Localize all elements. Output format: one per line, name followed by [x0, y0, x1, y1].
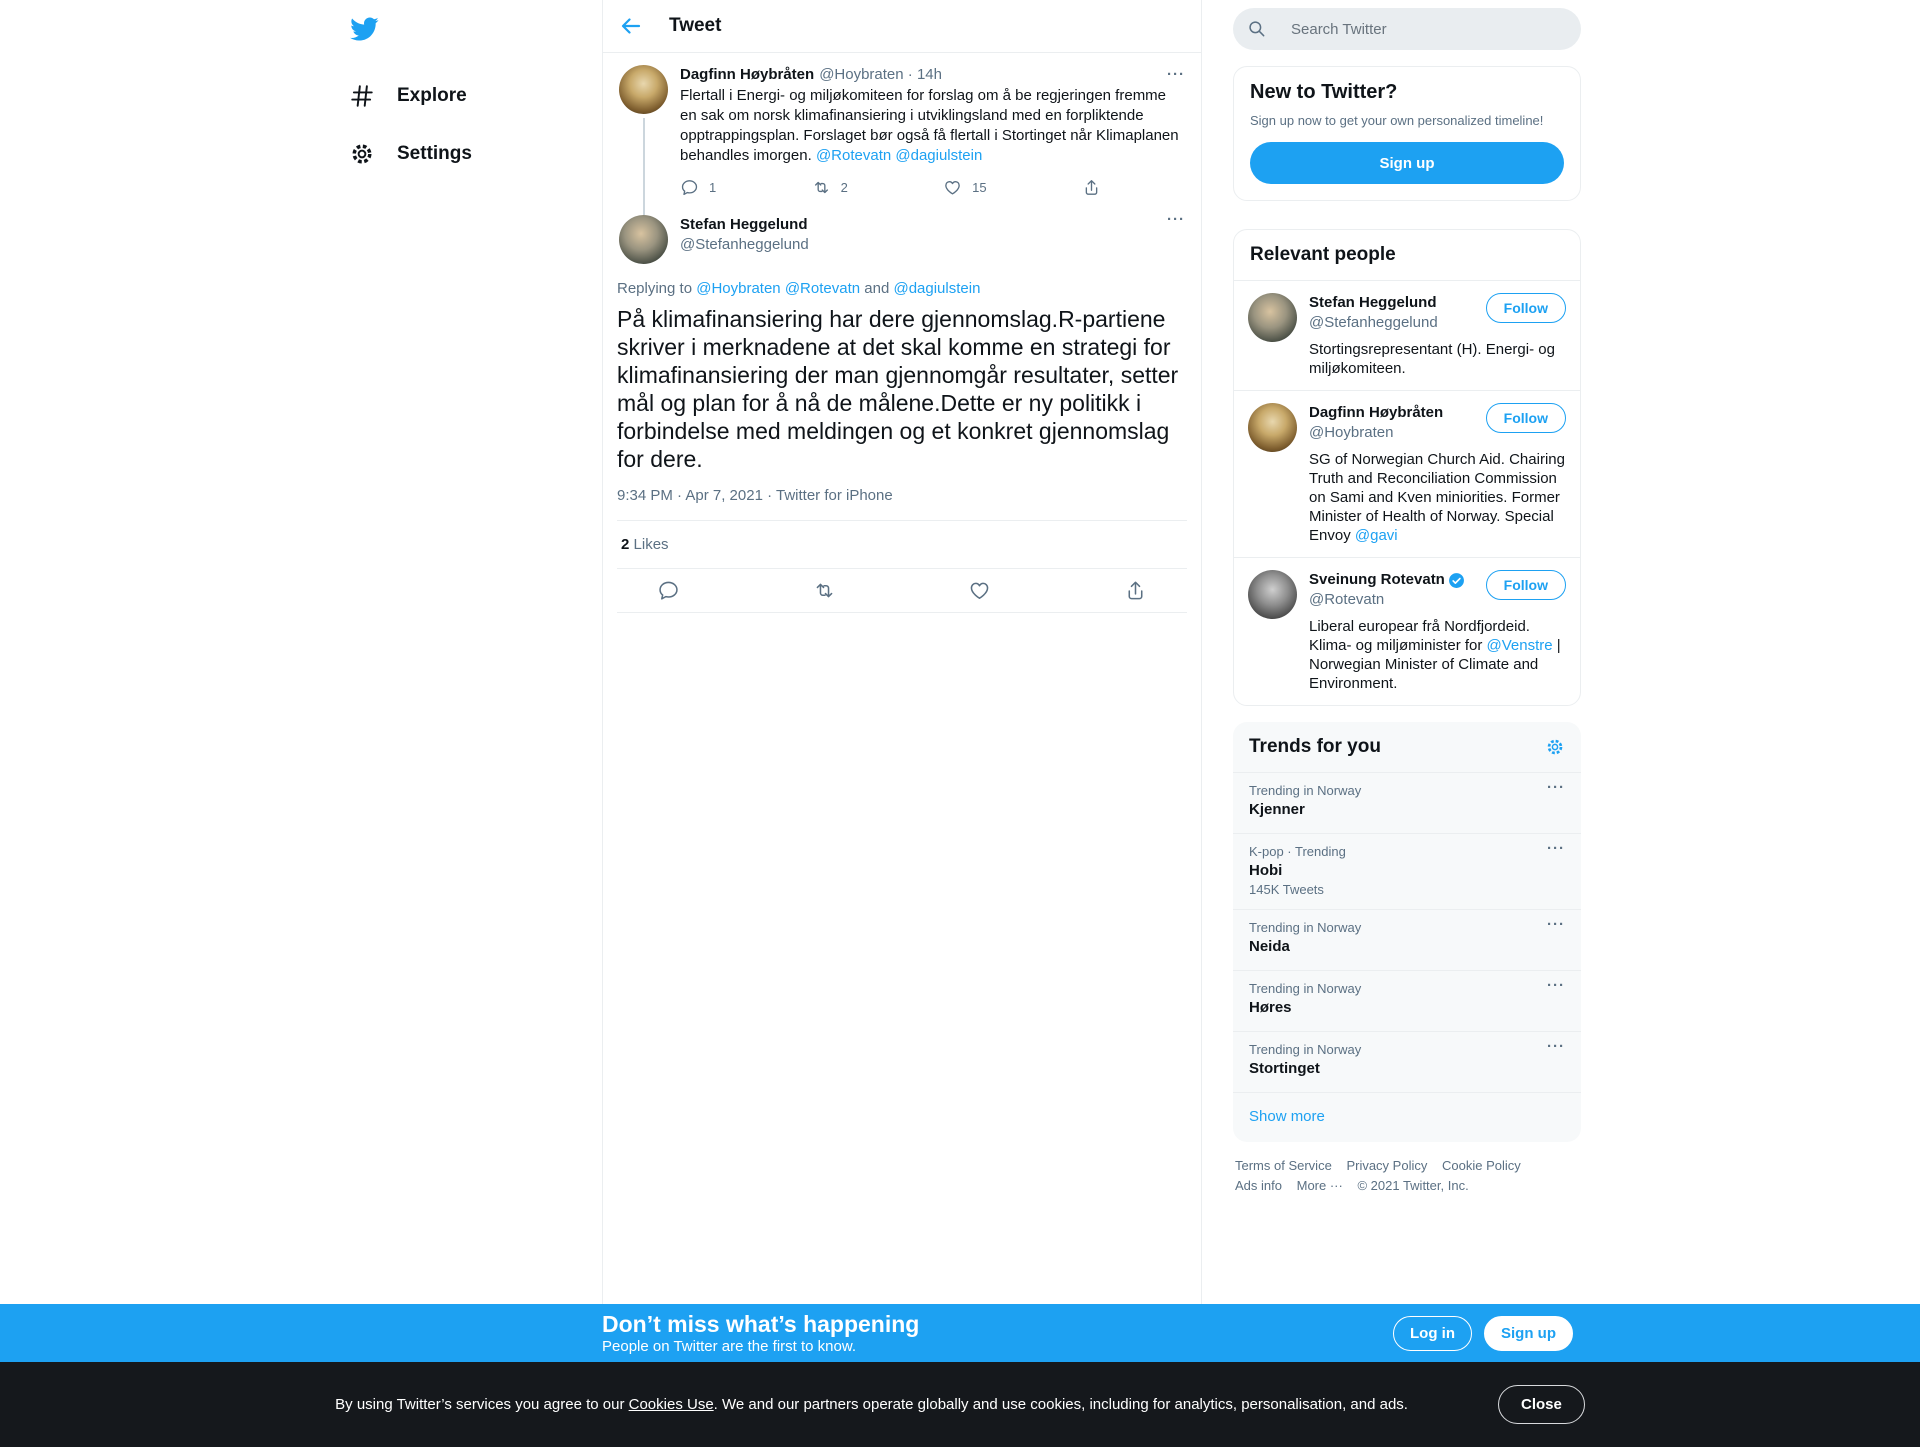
- footer-link-privacy[interactable]: Privacy Policy: [1346, 1158, 1428, 1173]
- follow-button[interactable]: Follow: [1486, 403, 1566, 433]
- share-button[interactable]: [1124, 579, 1147, 602]
- replying-prefix: Replying to: [617, 280, 693, 297]
- nav-label-settings: Settings: [397, 143, 472, 164]
- thread-line: [643, 118, 645, 215]
- signup-card-title: New to Twitter?: [1250, 81, 1398, 103]
- trend-category: Trending in Norway: [1249, 981, 1362, 996]
- focused-tweet: [603, 205, 1201, 617]
- replying-to-line: [603, 264, 1201, 297]
- signup-button[interactable]: Sign up: [1250, 142, 1564, 184]
- reply-count: 1: [709, 180, 717, 195]
- more-icon[interactable]: ···: [1167, 66, 1185, 83]
- column-header: [603, 0, 1201, 53]
- more-icon[interactable]: ···: [1547, 1038, 1565, 1055]
- banner-signup-button[interactable]: Sign up: [1484, 1316, 1573, 1351]
- mention-link[interactable]: @Rotevatn: [815, 147, 892, 164]
- mention-link[interactable]: @dagiulstein: [895, 147, 983, 164]
- login-button[interactable]: Log in: [1393, 1316, 1472, 1351]
- user-handle: @Stefanheggelund: [1309, 314, 1438, 331]
- hashtag-icon: [349, 83, 375, 109]
- person-cell-rotevatn[interactable]: [1234, 558, 1580, 705]
- parent-tweet-actions: [680, 178, 1101, 197]
- parent-tweet-text: [680, 86, 1185, 166]
- trend-name: Stortinget: [1249, 1060, 1320, 1077]
- retweet-icon: [812, 178, 831, 197]
- back-button[interactable]: [619, 14, 643, 38]
- more-icon[interactable]: ···: [1547, 779, 1565, 796]
- parent-tweet-nameline: [680, 65, 1185, 84]
- tweet-text-body: Flertall i Energi- og miljøkomiteen for forslag om å be regjeringen fremme en sak om norsk klimafinansiering i utviklingsland med en forpliktende opptrappingsplan. Forslaget bør også få flertall i Stortinget når Klimaplanen behandles imorgen.: [680, 87, 1179, 164]
- cookie-text: By using Twitter’s services you agree to our Cookies Use. We and our partners operate globally and use cookies, including for analytics, personalisation, and ads.: [335, 1396, 1408, 1413]
- user-bio: Stortingsrepresentant (H). Energi- og miljøkomiteen.: [1309, 341, 1555, 377]
- retweet-icon: [813, 579, 836, 602]
- signup-card-subtitle: Sign up now to get your own personalized timeline!: [1250, 113, 1544, 128]
- avatar-stefan[interactable]: [619, 215, 668, 264]
- likes-label: Likes: [633, 536, 669, 553]
- avatar-dagfinn[interactable]: [1248, 403, 1297, 452]
- nav-item-settings[interactable]: [347, 132, 597, 176]
- trend-category: Trending in Norway: [1249, 783, 1362, 798]
- like-button[interactable]: [968, 579, 991, 602]
- signup-banner: [0, 1304, 1920, 1362]
- gear-icon: [349, 141, 375, 167]
- cookie-banner: [0, 1362, 1920, 1447]
- bio-link[interactable]: @Venstre: [1486, 637, 1553, 654]
- follow-button[interactable]: Follow: [1486, 570, 1566, 600]
- trends-card: [1233, 722, 1581, 1142]
- share-icon: [1082, 178, 1101, 197]
- follow-button[interactable]: Follow: [1486, 293, 1566, 323]
- focused-tweet-text: På klimafinansiering har dere gjennomslag.R-partiene skriver i merknadene at det skal komme en strategi for klimafinansiering der man gjennomgår resultater, setter mål og plan for å nå de målene.Dette er ny politikk i forbindelse med meldingen og et konkret gjennomslag for dere.: [617, 306, 1179, 472]
- reply-button[interactable]: [657, 579, 680, 602]
- retweet-button[interactable]: [812, 178, 848, 197]
- reply-button[interactable]: [680, 178, 716, 197]
- trends-title: Trends for you: [1249, 736, 1381, 757]
- display-name: Sveinung Rotevatn: [1309, 571, 1445, 588]
- nav-item-explore[interactable]: [347, 74, 597, 118]
- display-name[interactable]: Dagfinn Høybråten: [680, 66, 815, 83]
- more-icon[interactable]: ···: [1547, 977, 1565, 994]
- user-meta[interactable]: @Hoybraten · 14h: [819, 66, 942, 83]
- sidebar-footer: [1233, 1156, 1581, 1196]
- trend-name: Kjenner: [1249, 801, 1305, 818]
- footer-copyright: © 2021 Twitter, Inc.: [1357, 1178, 1469, 1193]
- more-icon[interactable]: ···: [1547, 916, 1565, 933]
- trend-item[interactable]: [1233, 971, 1581, 1032]
- like-count: 15: [972, 180, 987, 195]
- search-bar[interactable]: [1233, 8, 1581, 50]
- mention-link[interactable]: @dagiulstein: [893, 280, 981, 297]
- user-handle: @Rotevatn: [1309, 591, 1385, 608]
- banner-title: Don’t miss what’s happening: [602, 1311, 920, 1337]
- parent-tweet[interactable]: [603, 53, 1201, 205]
- person-cell-dagfinn[interactable]: [1234, 391, 1580, 558]
- footer-link-ads[interactable]: Ads info: [1235, 1178, 1282, 1193]
- user-handle[interactable]: @Stefanheggelund: [680, 236, 809, 253]
- footer-link-cookie[interactable]: Cookie Policy: [1441, 1158, 1521, 1173]
- focused-tweet-actions: [617, 569, 1187, 613]
- search-icon: [1247, 19, 1267, 39]
- user-bio: SG of Norwegian Church Aid. Chairing Truth and Reconciliation Commission on Sami and Kven miniorities. Former Minister of Health of Norway. Special Envoy @gavi: [1309, 451, 1565, 544]
- relevant-people-card: [1233, 229, 1581, 706]
- trend-name: Høres: [1249, 999, 1292, 1016]
- mention-link[interactable]: @Hoybraten: [696, 280, 781, 297]
- mention-link[interactable]: @Rotevatn: [784, 280, 861, 297]
- show-more-link[interactable]: Show more: [1249, 1108, 1325, 1125]
- trends-settings-gear-icon[interactable]: [1545, 737, 1565, 757]
- retweet-button[interactable]: [813, 579, 836, 602]
- twitter-bird-icon: [349, 14, 379, 44]
- replying-and: and: [864, 280, 890, 297]
- signup-card: [1233, 66, 1581, 201]
- display-name: Stefan Heggelund: [1309, 294, 1437, 311]
- thread-gutter: [619, 65, 668, 203]
- focused-tweet-names: [680, 215, 809, 255]
- like-button[interactable]: [943, 178, 986, 197]
- twitter-logo[interactable]: [349, 14, 381, 46]
- cookie-close-button[interactable]: Close: [1498, 1385, 1585, 1424]
- trend-item[interactable]: [1233, 834, 1581, 910]
- reply-icon: [680, 178, 699, 197]
- parent-tweet-content: [680, 65, 1185, 203]
- nav-label-explore: Explore: [397, 85, 467, 106]
- user-bio: Liberal europear frå Nordfjordeid. Klima- og miljøminister for @Venstre | Norwegian Minister of Climate and Environment.: [1309, 618, 1561, 692]
- avatar-stefan[interactable]: [1248, 293, 1297, 342]
- banner-subtitle: People on Twitter are the first to know.: [602, 1338, 857, 1355]
- heart-icon: [968, 579, 991, 602]
- trend-name: Neida: [1249, 938, 1290, 955]
- search-input[interactable]: [1291, 21, 1567, 38]
- likes-count: 2: [621, 536, 630, 553]
- footer-link-more[interactable]: More ···: [1296, 1178, 1343, 1193]
- display-name: Dagfinn Høybråten: [1309, 404, 1444, 421]
- display-name[interactable]: Stefan Heggelund: [680, 216, 808, 233]
- person-cell-stefan[interactable]: [1234, 281, 1580, 391]
- left-sidebar: [347, 0, 597, 190]
- trend-tweet-count: 145K Tweets: [1249, 882, 1324, 897]
- likes-summary[interactable]: [617, 521, 1187, 569]
- trend-category: Trending in Norway: [1249, 920, 1362, 935]
- share-icon: [1124, 579, 1147, 602]
- retweet-count: 2: [840, 180, 848, 195]
- cookies-use-link[interactable]: Cookies Use: [628, 1396, 714, 1413]
- trend-item[interactable]: [1233, 910, 1581, 971]
- relevant-people-title: Relevant people: [1234, 230, 1580, 281]
- more-icon[interactable]: ···: [1167, 211, 1185, 228]
- page-title: Tweet: [669, 15, 722, 36]
- back-arrow-icon: [619, 14, 643, 38]
- focused-tweet-header: [603, 205, 1201, 264]
- verified-badge-icon: [1448, 572, 1465, 589]
- trend-item[interactable]: [1233, 773, 1581, 834]
- trend-item[interactable]: [1233, 1032, 1581, 1093]
- avatar-dagfinn[interactable]: [619, 65, 668, 114]
- trend-category: Trending in Norway: [1249, 1042, 1362, 1057]
- more-icon[interactable]: ···: [1547, 840, 1565, 857]
- bio-link[interactable]: @gavi: [1354, 527, 1398, 544]
- heart-icon: [943, 178, 962, 197]
- share-button[interactable]: [1082, 178, 1101, 197]
- user-handle: @Hoybraten: [1309, 424, 1394, 441]
- avatar-rotevatn[interactable]: [1248, 570, 1297, 619]
- reply-icon: [657, 579, 680, 602]
- footer-link-terms[interactable]: Terms of Service: [1235, 1158, 1332, 1173]
- timestamp[interactable]: 9:34 PM · Apr 7, 2021 · Twitter for iPhone: [617, 487, 1187, 521]
- trend-category: K-pop · Trending: [1249, 844, 1346, 859]
- tweet-detail-column: [602, 0, 1202, 1304]
- trend-name: Hobi: [1249, 862, 1283, 879]
- right-sidebar: [1233, 0, 1581, 1196]
